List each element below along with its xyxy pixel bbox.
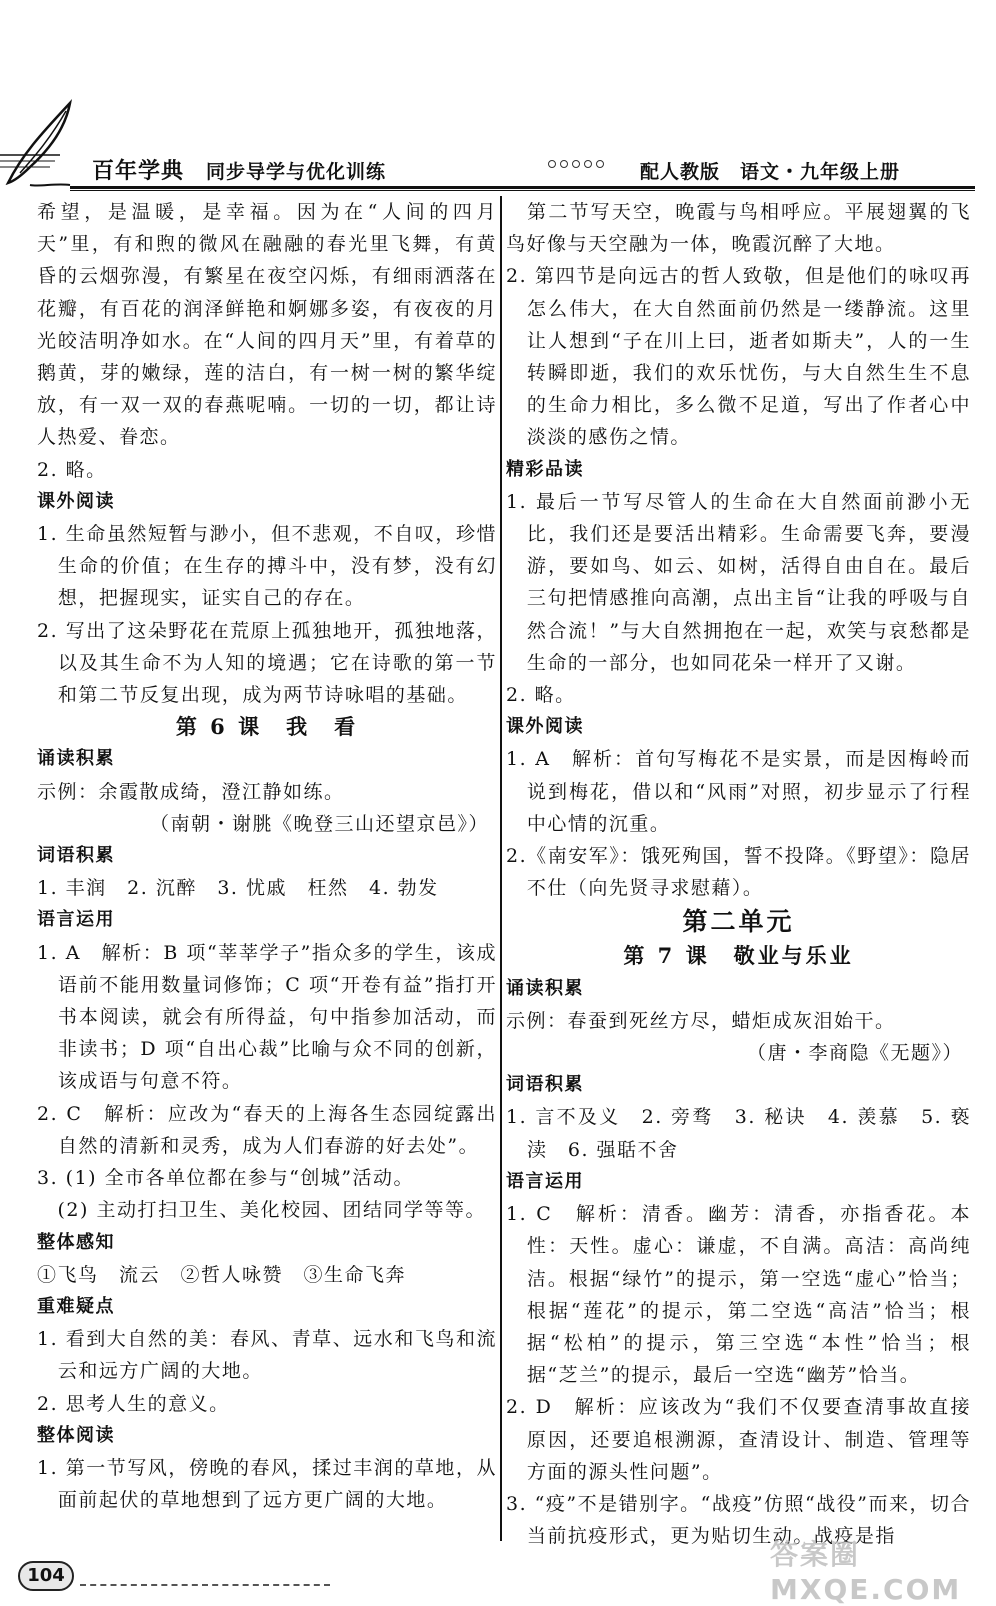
left-column: [37, 196, 497, 1516]
section-heading: 诵读积累: [506, 977, 584, 999]
answer-item: 1. 最后一节写尽管人的生命在大自然面前渺小无比，我们还是要活出精彩。生命需要飞奔，要漫游，要如鸟、如云、如树，活得自由自在。最后三句把情感推向高潮，点出主旨“让我的呼吸与自然合流！”与大自然拥抱在一起，欢笑与哀愁都是生命的一部分，也如同花朵一样开了又谢。: [506, 490, 971, 674]
answer-item: 1. 生命虽然短暂与渺小，但不悲观，不自叹，珍惜生命的价值；在生存的搏斗中，没有梦，没有幻想，把握现实，证实自己的存在。: [37, 523, 497, 610]
answer-item: 2. 略。: [506, 684, 576, 707]
page-number: 104: [18, 1561, 74, 1591]
watermark-logo: 答案圈 MXQE.COM: [770, 1538, 962, 1606]
answer-item: 1. 言不及义 2. 旁骛 3. 秘诀 4. 羡慕 5. 亵渎 6. 强聒不舍: [506, 1106, 971, 1161]
answer-item: 2.《南安军》：饿死殉国，誓不投降。《野望》：隐居不仕（向先贤寻求慰藉）。: [506, 845, 971, 900]
paragraph: 第二节写天空，晚霞与鸟相呼应。平展翅翼的飞鸟好像与天空融为一体，晚霞沉醉了大地。: [506, 201, 971, 256]
section-heading: 精彩品读: [506, 458, 584, 480]
quill-pen-icon: [0, 95, 90, 190]
section-heading: 词语积累: [37, 845, 115, 867]
column-divider: [500, 196, 502, 1541]
answer-item: 2. 写出了这朵野花在荒原上孤独地开，孤独地落，以及其生命不为人知的境遇；它在诗歌的第一节和第二节反复出现，成为两节诗咏唱的基础。: [37, 619, 497, 707]
section-heading: 整体感知: [37, 1231, 115, 1253]
paragraph: 希望，是温暖，是幸福。因为在“人间的四月天”里，有和煦的微风在融融的春光里飞舞，有黄昏的云烟弥漫，有繁星在夜空闪烁，有细雨洒落在花瓣，有百花的润泽鲜艳和婀娜多姿，有夜夜的月光皎洁明净如水。在“人间的四月天”里，有着草的鹅黄，芽的嫩绿，莲的洁白，有一树一树的繁华绽放，有一双一双的春燕呢喃。一切的一切，都让诗人热爱、眷恋。: [37, 201, 497, 449]
section-heading: 语言运用: [506, 1170, 584, 1192]
section-heading: 整体阅读: [37, 1424, 115, 1446]
paragraph: 示例：春蚕到死丝方尽，蜡炬成灰泪始干。: [506, 1009, 896, 1032]
answer-item: 3. “疫”不是错别字。“战疫”仿照“战役”而来，切合当前抗疫形式，更为贴切生动。战疫是指: [506, 1492, 971, 1548]
paragraph: ①飞鸟 流云 ②哲人咏赞 ③生命飞奔: [37, 1263, 407, 1286]
footer-dashed-line: [80, 1584, 330, 1586]
answer-item: 2. 思考人生的意义。: [37, 1392, 230, 1415]
paragraph: 示例：余霞散成绮，澄江静如练。: [37, 780, 345, 803]
header-rule-thin: [70, 190, 975, 191]
answer-item: 1. A 解析：首句写梅花不是实景，而是因梅岭而说到梅花，借以和“风雨”对照，初步显示了行程中心情的沉重。: [506, 748, 971, 835]
answer-item: 2. D 解析：应该改为“我们不仅要查清事故直接原因，还要追根溯源，查清设计、制造、管理等方面的源头性问题”。: [506, 1396, 971, 1483]
header-dots: [548, 160, 604, 168]
section-heading: 词语积累: [506, 1074, 584, 1096]
answer-item: 1. C 解析：清香。幽芳：清香，亦指香花。本性：天性。虚心：谦虚，不自满。高洁：高尚纯洁。根据“绿竹”的提示，第一空选“虚心”恰当；根据“莲花”的提示，第二空选“高洁”恰当；根据“松柏”的提示，第三空选“本性”恰当；根据“芝兰”的提示，最后一空选“幽芳”恰当。: [506, 1203, 971, 1387]
source-citation: （南朝・谢朓《晚登三山还望京邑》）: [149, 812, 489, 835]
lesson-title: 第 6 课 我 看: [175, 714, 359, 740]
answer-item: 1. 看到大自然的美：春风、青草、远水和飞鸟和流云和远方广阔的大地。: [37, 1328, 497, 1383]
page-header: [0, 0, 996, 190]
answer-item: 1. 第一节写风，傍晚的春风，揉过丰润的草地，从面前起伏的草地想到了远方更广阔的大地。: [37, 1456, 497, 1512]
section-heading: 课外阅读: [37, 490, 115, 512]
answer-item: 1. A 解析：B 项“莘莘学子”指众多的学生，该成语前不能用数量词修饰；C 项“开卷有益”指打开书本阅读，就会有所得益，句中指参加活动，而非读书；D 项“自出心裁”比喻与众不同的创新，该成语与句意不符。: [37, 941, 497, 1093]
section-heading: 语言运用: [37, 909, 115, 931]
edition-label: 配人教版 语文・九年级上册: [640, 161, 901, 183]
answer-item: 2. 第四节是向远古的哲人致敬，但是他们的咏叹再怎么伟大，在大自然面前仍然是一缕静流。这里让人想到“子在川上曰，逝者如斯夫”，人的一生转瞬即逝，我们的欢乐忧伤，与大自然生生不息的生命力相比，多么微不足道，写出了作者心中淡淡的感伤之情。: [506, 265, 971, 449]
answer-item: (2) 主动打扫卫生、美化校园、团结同学等等。: [37, 1199, 486, 1222]
source-citation: （唐・李商隐《无题》）: [746, 1042, 963, 1065]
section-heading: 重难疑点: [37, 1295, 115, 1317]
section-heading: 诵读积累: [37, 748, 115, 770]
unit-title: 第二单元: [682, 907, 795, 937]
answer-item: 2. C 解析：应改为“春天的上海各生态园绽露出自然的清新和灵秀，成为人们春游的好去处”。: [37, 1102, 497, 1157]
section-heading: 课外阅读: [506, 716, 584, 738]
brand-title: 百年学典: [92, 159, 185, 184]
answer-item: 3. (1) 全市各单位都在参与“创城”活动。: [37, 1167, 415, 1190]
right-column: [506, 196, 971, 1552]
paragraph: 1. 丰润 2. 沉醉 3. 忧戚 枉然 4. 勃发: [37, 877, 439, 900]
answer-item: 2. 略。: [37, 458, 107, 481]
header-rule: [70, 186, 975, 189]
series-subtitle: 同步导学与优化训练: [206, 161, 387, 183]
lesson-title: 第 7 课 敬业与乐业: [623, 943, 854, 969]
